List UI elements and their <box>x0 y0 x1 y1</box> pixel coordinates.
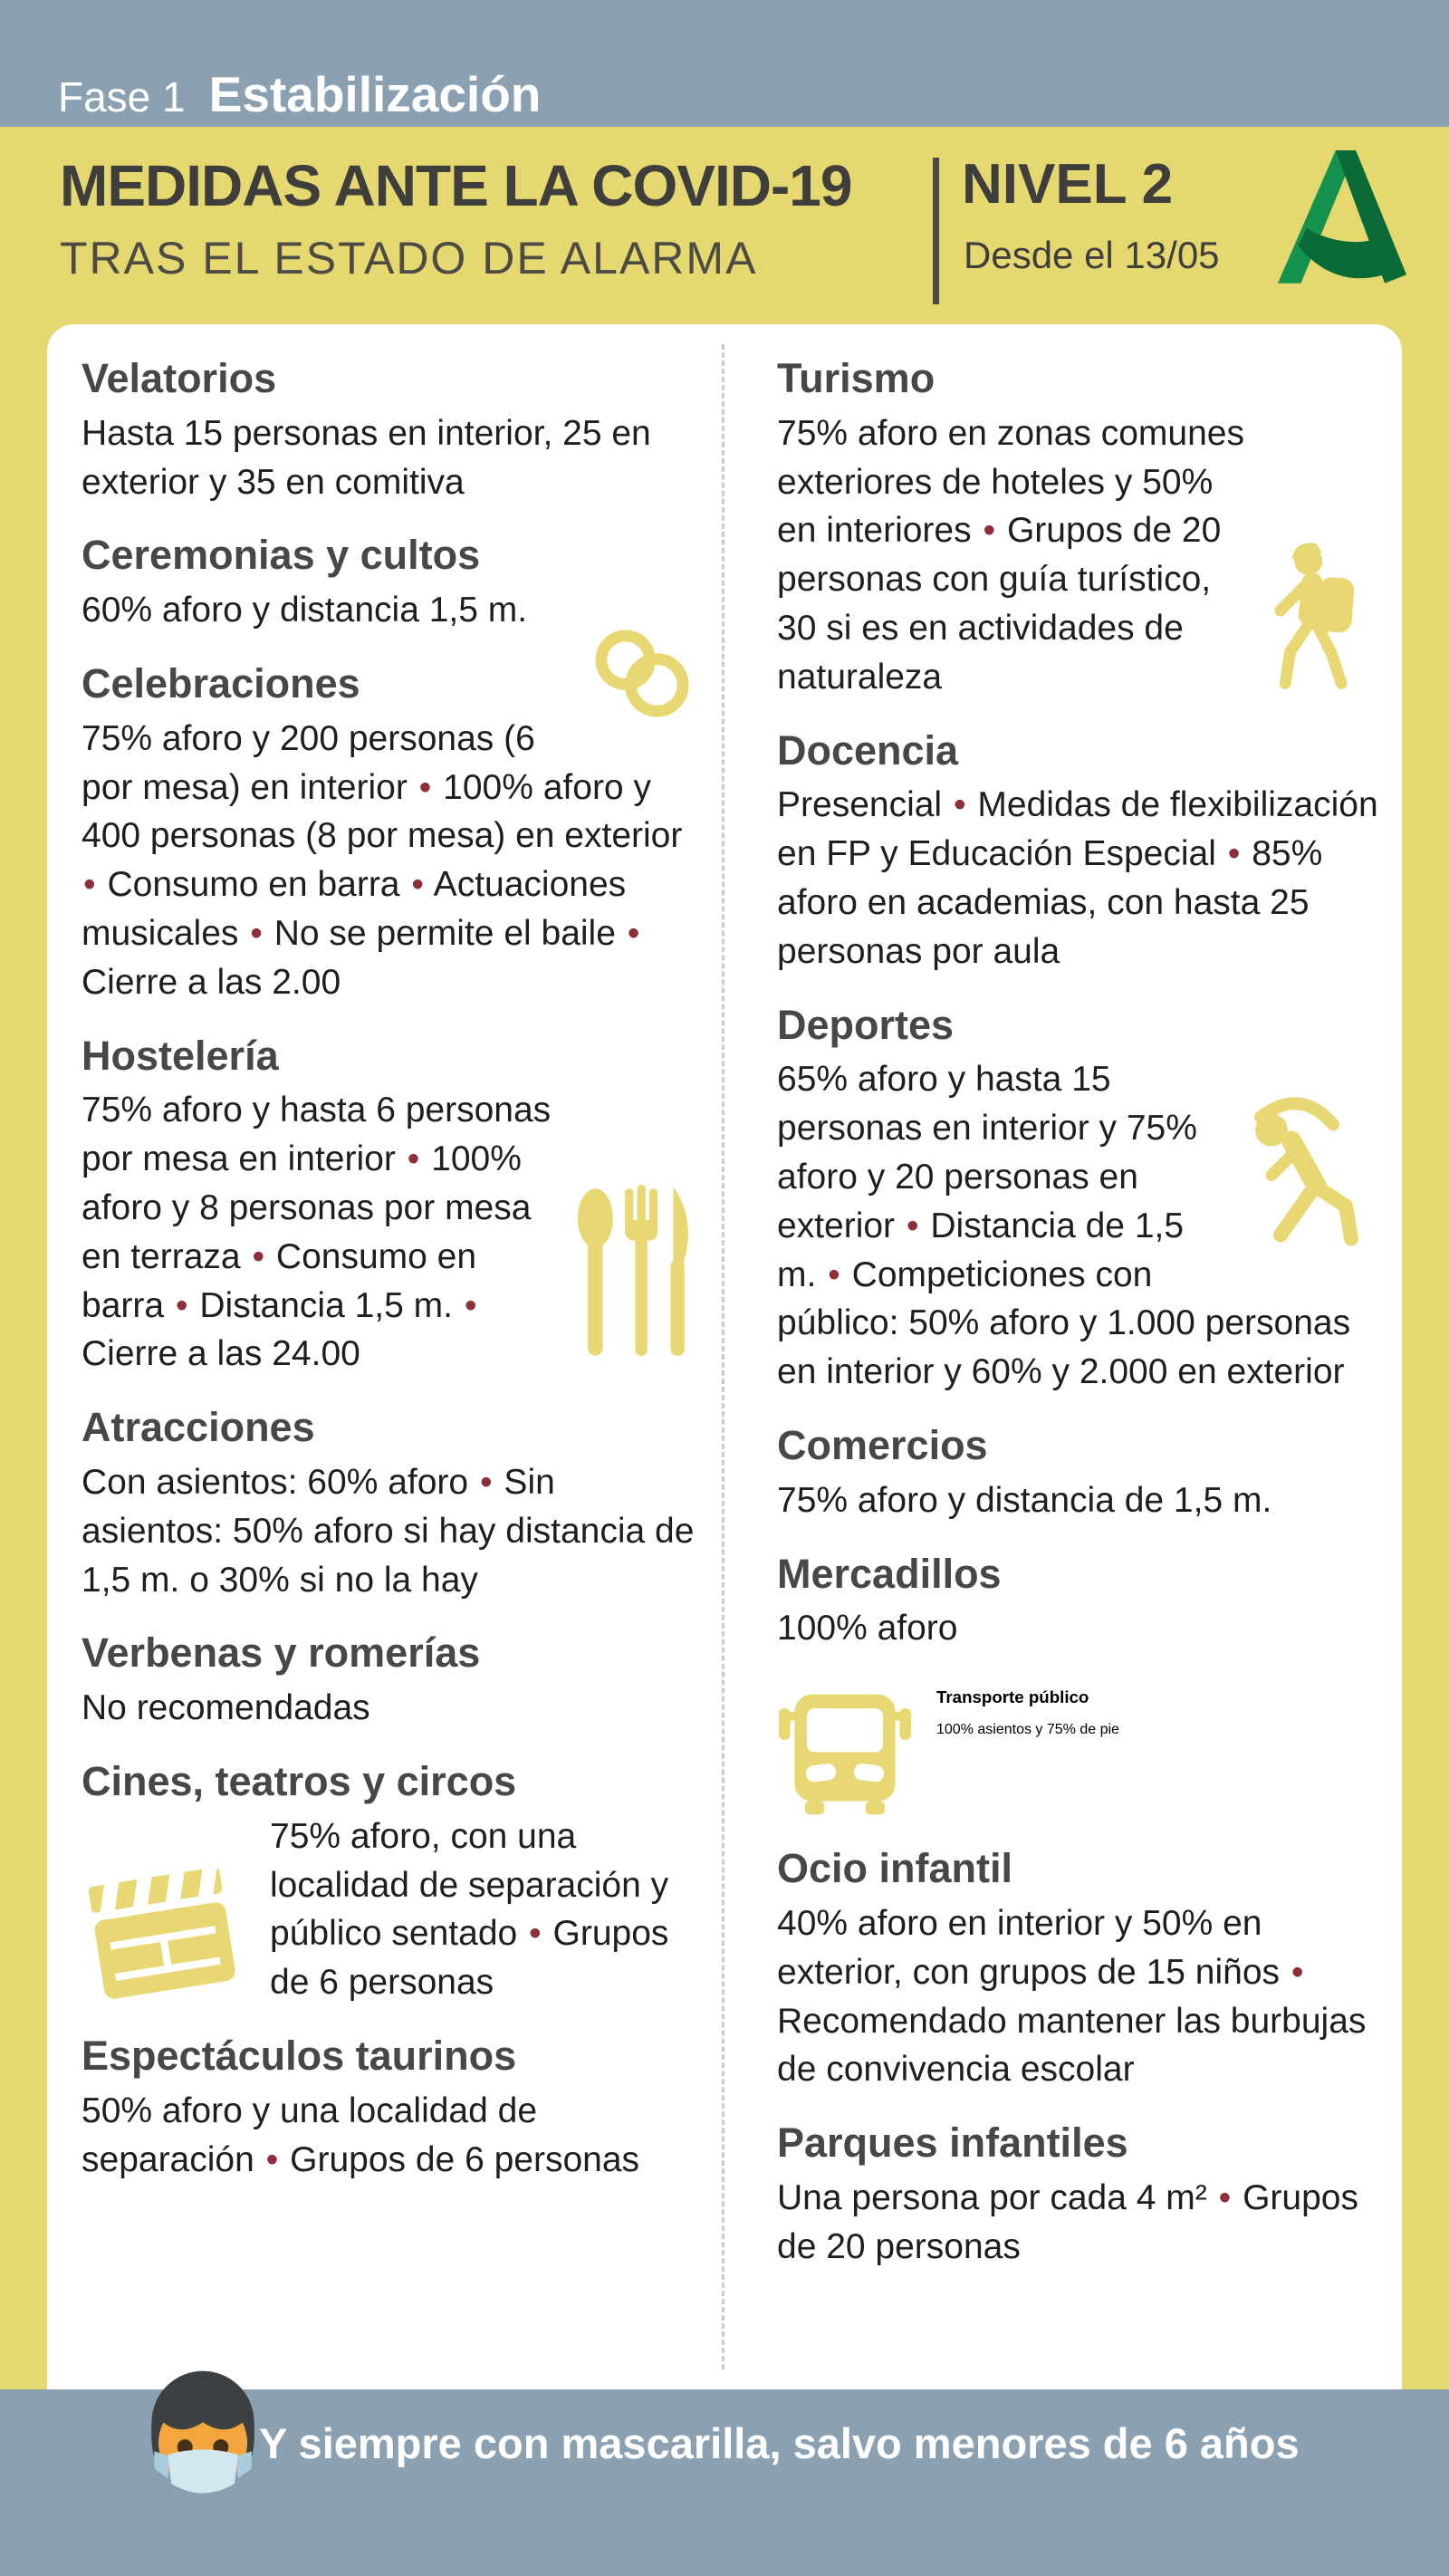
face-with-mask-icon <box>129 2366 278 2515</box>
section-mercadillos <box>777 1551 1380 1654</box>
section-title: Turismo <box>777 355 936 401</box>
header-divider <box>933 158 939 304</box>
section-parques-infantiles <box>777 2119 1380 2271</box>
section-body: 75% aforo en zonas comunes exteriores de hoteles y 50% en interiores • Grupos de 20 personas con guía turístico, 30 si es en actividades de naturaleza <box>777 413 1244 697</box>
top-band <box>0 0 1449 127</box>
section-body: 75% aforo y distancia de 1,5 m. <box>777 1480 1272 1520</box>
section-body: 65% aforo y hasta 15 personas en interior y 75% aforo y 20 personas en exterior • Distancia de 1,5 m. • Competiciones con público: 50% aforo y 1.000 personas en interior y 60% y 2.000 en exterior <box>777 1060 1351 1392</box>
since-date-label: Desde el 13/05 <box>964 234 1220 276</box>
level-label: NIVEL 2 <box>962 153 1174 216</box>
section-body: 40% aforo en interior y 50% en exterior, con grupos de 15 niños • Recomendado mantener las burbujas de convivencia escolar <box>777 1903 1367 2090</box>
section-body: 50% aforo y una localidad de separación • Grupos de 6 personas <box>82 2091 640 2179</box>
section-title: Comercios <box>777 1422 988 1469</box>
section-body: 75% aforo, con una localidad de separación y público sentado • Grupos de 6 personas <box>270 1816 669 2003</box>
section-title: Espectáculos taurinos <box>82 2032 517 2079</box>
footer-band <box>0 2389 1449 2576</box>
left-column <box>47 324 724 2389</box>
section-title: Celebraciones <box>82 659 360 706</box>
clapperboard-icon <box>82 1858 246 2003</box>
section-title: Deportes <box>777 1001 955 1048</box>
section-body: Una persona por cada 4 m² • Grupos de 20 personas <box>777 2177 1358 2266</box>
footer-note: Y siempre con mascarilla, salvo menores de 6 años <box>259 2419 1300 2467</box>
section-body: 75% aforo y 200 personas (6 por mesa) en interior • 100% aforo y 400 personas (8 por mesa) en exterior • Consumo en barra • Actuaciones musicales • No se permite el baile • Cierre a las 2.00 <box>82 718 683 1002</box>
page-title: MEDIDAS ANTE LA COVID-19 <box>60 153 852 218</box>
section-ceremonias <box>82 532 701 635</box>
section-deportes <box>777 1002 1380 1397</box>
section-title: Parques infantiles <box>777 2119 1128 2167</box>
measures-card <box>47 324 1402 2389</box>
hiker-icon <box>1262 536 1377 697</box>
wedding-rings-icon <box>590 630 697 724</box>
page-subtitle: TRAS EL ESTADO DE ALARMA <box>60 233 758 284</box>
section-body: 100% aforo <box>777 1609 958 1648</box>
section-transporte <box>777 1684 1380 1820</box>
section-ocio-infantil <box>777 1845 1380 2094</box>
stretching-person-icon <box>1235 1091 1380 1254</box>
section-taurinos <box>82 2033 701 2184</box>
phase-label-group <box>58 65 541 123</box>
section-title: Verbenas y romerías <box>82 1629 481 1677</box>
section-body: Hasta 15 personas en interior, 25 en exterior y 35 en comitiva <box>82 413 651 502</box>
section-body: 60% aforo y distancia 1,5 m. <box>82 591 528 630</box>
right-column <box>724 324 1402 2389</box>
section-body: No recomendadas <box>82 1688 370 1728</box>
cutlery-icon <box>572 1181 701 1362</box>
section-cines <box>82 1758 701 2007</box>
section-atracciones <box>82 1404 701 1604</box>
section-velatorios <box>82 355 701 506</box>
section-title: Ocio infantil <box>777 1845 1013 1892</box>
section-title: Cines, teatros y circos <box>82 1757 517 1804</box>
section-docencia <box>777 727 1380 976</box>
phase-label: Fase 1 <box>58 73 186 120</box>
section-verbenas <box>82 1629 701 1733</box>
section-title: Ceremonias y cultos <box>82 532 481 579</box>
section-title: Mercadillos <box>777 1550 1002 1597</box>
section-title: Docencia <box>777 726 959 774</box>
section-hosteleria <box>82 1033 701 1379</box>
section-body: 75% aforo y hasta 6 personas por mesa en interior • 100% aforo y 8 personas por mesa en terraza • Consumo en barra • Distancia 1,5 m. • Cierre a las 24.00 <box>82 1091 552 1374</box>
section-body: Presencial • Medidas de flexibilización en FP y Educación Especial • 85% aforo en academias, con hasta 25 personas por aula <box>777 785 1378 971</box>
section-celebraciones <box>82 660 701 1007</box>
section-title: Hostelería <box>82 1032 279 1079</box>
transport-text <box>936 1684 1235 1753</box>
section-body: Con asientos: 60% aforo • Sin asientos: 50% aforo si hay distancia de 1,5 m. o 30% si no la hay <box>82 1462 695 1600</box>
section-title: Atracciones <box>82 1404 315 1451</box>
section-comercios <box>777 1422 1380 1525</box>
section-title: Velatorios <box>82 355 277 401</box>
column-divider <box>722 344 724 2369</box>
section-turismo <box>777 355 1380 702</box>
phase-name: Estabilización <box>208 66 542 122</box>
section-title: Transporte público <box>936 1687 1089 1707</box>
junta-de-andalucia-logo-icon <box>1266 150 1411 286</box>
section-body: 100% asientos y 75% de pie <box>936 1722 1119 1738</box>
bus-icon <box>777 1684 913 1820</box>
